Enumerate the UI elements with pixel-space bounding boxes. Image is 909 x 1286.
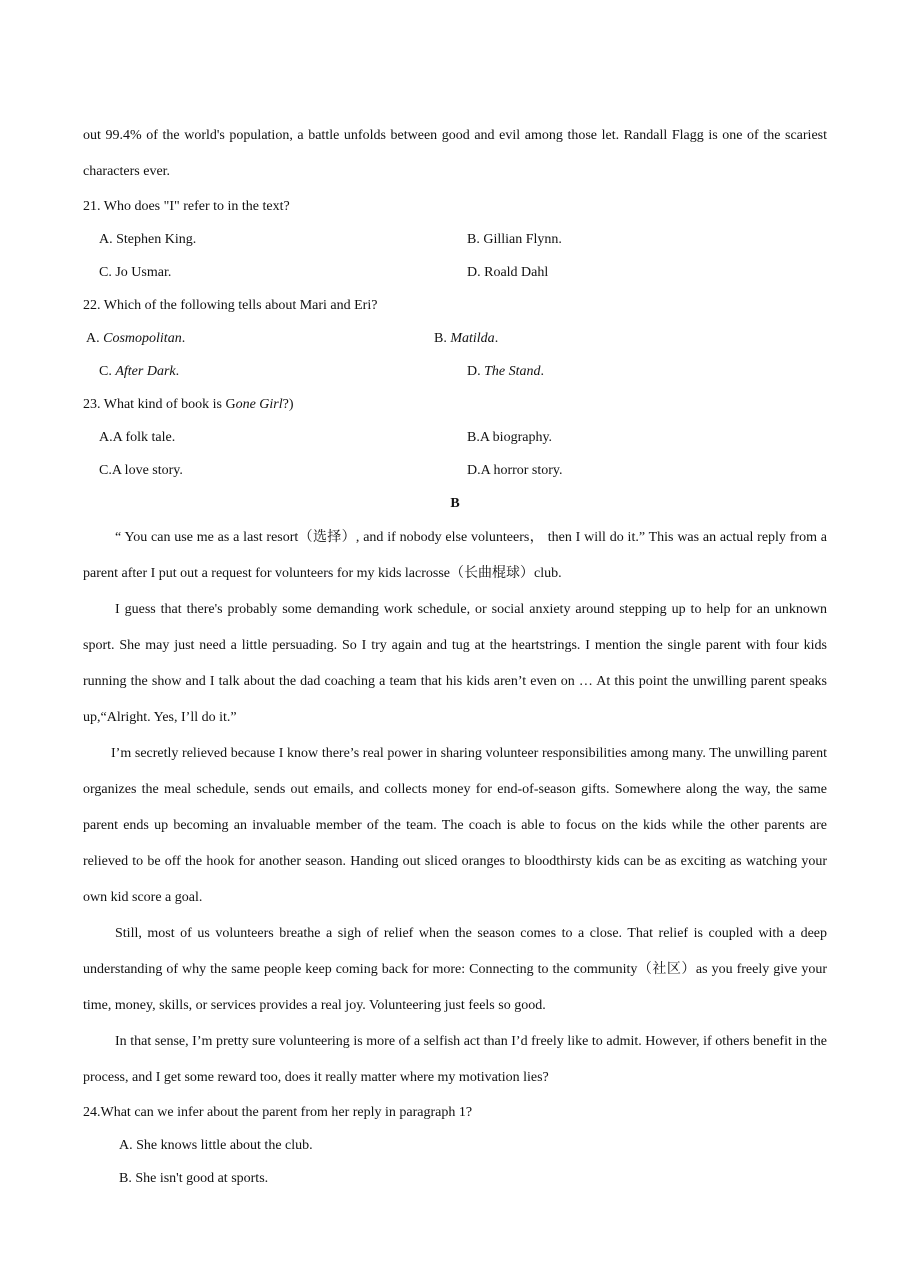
question-23-options-row2 (83, 454, 827, 487)
option-23-c[interactable]: C.A love story. (99, 463, 183, 478)
option-24-a[interactable]: A. She knows little about the club. (119, 1138, 313, 1153)
passage-b-paragraph-2: I guess that there's probably some demanding work schedule, or social anxiety around stepping up to help for an unknown sport. She may just need a little persuading. So I try again and tug at the heartstrings. I mention the single parent with four kids running the show and I talk about the dad coaching a team that his kids aren’t even on … At this point the unwilling parent speaks up,“Alright. Yes, I’ll do it.” (83, 602, 827, 725)
book-title: The Stand (484, 364, 541, 379)
book-title: After Dark (115, 364, 176, 379)
option-23-d[interactable]: D.A horror story. (467, 463, 563, 478)
question-22-options-row2 (83, 355, 827, 388)
option-end: . (540, 364, 545, 379)
option-22-b[interactable] (434, 322, 498, 355)
option-22-a[interactable] (86, 322, 185, 355)
question-21-options-row2 (83, 256, 827, 289)
option-21-d[interactable]: D. Roald Dahl (467, 265, 549, 280)
passage-a-end: out 99.4% of the world's population, a battle unfolds between good and evil among those let. Randall Flagg is one of the scariest characters ever. (83, 128, 827, 179)
question-23-suffix: ?) (282, 397, 294, 412)
option-22-c[interactable] (99, 355, 179, 388)
question-23-prefix: 23. What kind of book is G (83, 397, 236, 412)
section-b-label: B (450, 496, 460, 511)
option-end: . (181, 331, 186, 346)
passage-b-paragraph-3: I’m secretly relieved because I know there’s real power in sharing volunteer responsibilities among many. The unwilling parent organizes the meal schedule, sends out emails, and collects money for end-of-season gifts. Somewhere along the way, the same parent ends up becoming an invaluable member of the team. The coach is able to focus on the kids while the other parents are relieved to be off the hook for another season. Handing out sliced oranges to bloodthirsty kids can be as exciting as watching your own kid score a goal. (83, 746, 827, 905)
passage-b-paragraph-5: In that sense, I’m pretty sure volunteering is more of a selfish act than I’d freely like to admit. However, if others benefit in the process, and I get some reward too, does it really matter where my motivation lies? (83, 1034, 827, 1085)
book-title: Matilda (450, 331, 495, 346)
question-21: 21. Who does "I" refer to in the text? (83, 199, 290, 214)
option-23-b[interactable]: B.A biography. (467, 430, 553, 445)
option-23-a[interactable]: A.A folk tale. (99, 430, 176, 445)
option-letter: A. (86, 331, 104, 346)
option-22-d[interactable] (467, 355, 544, 388)
passage-b-paragraph-1: “ You can use me as a last resort（选择）, and if nobody else volunteers， then I will do it.” This was an actual reply from a parent after I put out a request for volunteers for my kids lacrosse（长曲棍球）club. (83, 530, 827, 581)
option-end: . (494, 331, 499, 346)
question-23-options-row1 (83, 421, 827, 454)
option-letter: B. (434, 331, 451, 346)
passage-b-paragraph-4: Still, most of us volunteers breathe a sigh of relief when the season comes to a close. That relief is coupled with a deep understanding of why the same people keep coming back for more: Connecting to the community（社区）as you freely give your time, money, skills, or services provides a real joy. Volunteering just feels so good. (83, 926, 827, 1013)
book-title: Cosmopolitan (103, 331, 182, 346)
option-letter: D. (467, 364, 485, 379)
question-23-title: one Girl (235, 397, 283, 412)
option-end: . (175, 364, 180, 379)
option-letter: C. (99, 364, 116, 379)
question-21-options-row1 (83, 223, 827, 256)
option-21-b[interactable]: B. Gillian Flynn. (467, 232, 562, 247)
question-24: 24.What can we infer about the parent from her reply in paragraph 1? (83, 1105, 473, 1120)
option-21-a[interactable]: A. Stephen King. (99, 232, 197, 247)
option-21-c[interactable]: C. Jo Usmar. (99, 265, 172, 280)
question-22: 22. Which of the following tells about Mari and Eri? (83, 298, 378, 313)
question-22-options-row1 (83, 322, 827, 355)
document-page (83, 118, 827, 1195)
question-23 (83, 388, 827, 421)
option-24-b[interactable]: B. She isn't good at sports. (119, 1171, 269, 1186)
